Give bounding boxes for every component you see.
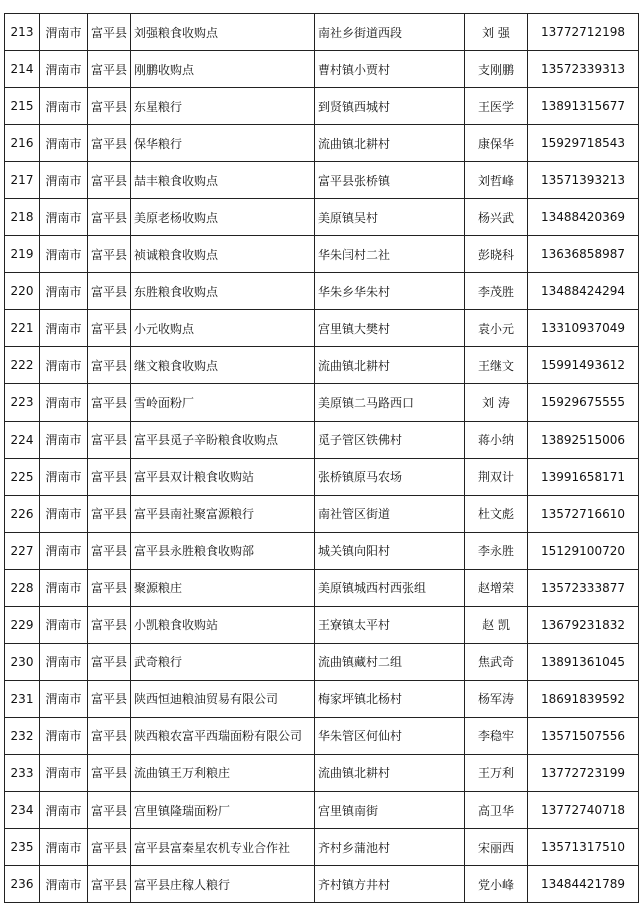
row-number: 220 — [5, 273, 40, 310]
city-cell: 渭南市 — [40, 532, 88, 569]
address-cell: 流曲镇北耕村 — [315, 125, 465, 162]
contact-person-cell: 康保华 — [465, 125, 528, 162]
contact-person-cell: 刘 强 — [465, 14, 528, 51]
table-row — [5, 532, 639, 569]
contact-person-cell: 蒋小纳 — [465, 421, 528, 458]
contact-person-cell: 王万利 — [465, 754, 528, 791]
purchase-point-name-cell: 小凯粮食收购站 — [131, 606, 315, 643]
purchase-point-name-cell: 富平县南社聚富源粮行 — [131, 495, 315, 532]
contact-person-cell: 荆双计 — [465, 458, 528, 495]
city-cell: 渭南市 — [40, 829, 88, 866]
row-number: 236 — [5, 866, 40, 903]
purchase-point-name-cell: 陕西恒迪粮油贸易有限公司 — [131, 680, 315, 717]
row-number: 226 — [5, 495, 40, 532]
phone-cell: 13488424294 — [528, 273, 639, 310]
phone-cell: 13991658171 — [528, 458, 639, 495]
table-row — [5, 125, 639, 162]
contact-person-cell: 袁小元 — [465, 310, 528, 347]
table-row — [5, 310, 639, 347]
county-cell: 富平县 — [88, 236, 131, 273]
phone-cell: 13572716610 — [528, 495, 639, 532]
county-cell: 富平县 — [88, 680, 131, 717]
phone-cell: 13488420369 — [528, 199, 639, 236]
county-cell: 富平县 — [88, 310, 131, 347]
purchase-point-name-cell: 富平县庄稼人粮行 — [131, 866, 315, 903]
table-row — [5, 236, 639, 273]
address-cell: 美原镇二马路西口 — [315, 384, 465, 421]
table-row — [5, 643, 639, 680]
purchase-point-name-cell: 雪岭面粉厂 — [131, 384, 315, 421]
phone-cell: 15929675555 — [528, 384, 639, 421]
city-cell: 渭南市 — [40, 310, 88, 347]
county-cell: 富平县 — [88, 273, 131, 310]
grain-purchase-points-table — [4, 13, 639, 903]
city-cell: 渭南市 — [40, 606, 88, 643]
contact-person-cell: 王医学 — [465, 88, 528, 125]
phone-cell: 13772712198 — [528, 14, 639, 51]
contact-person-cell: 杜文彪 — [465, 495, 528, 532]
row-number: 232 — [5, 717, 40, 754]
purchase-point-name-cell: 小元收购点 — [131, 310, 315, 347]
city-cell: 渭南市 — [40, 791, 88, 828]
county-cell: 富平县 — [88, 51, 131, 88]
city-cell: 渭南市 — [40, 199, 88, 236]
row-number: 222 — [5, 347, 40, 384]
table-row — [5, 717, 639, 754]
county-cell: 富平县 — [88, 88, 131, 125]
contact-person-cell: 李稳牢 — [465, 717, 528, 754]
phone-cell: 13679231832 — [528, 606, 639, 643]
purchase-point-name-cell: 美原老杨收购点 — [131, 199, 315, 236]
city-cell: 渭南市 — [40, 495, 88, 532]
phone-cell: 15129100720 — [528, 532, 639, 569]
contact-person-cell: 杨兴武 — [465, 199, 528, 236]
purchase-point-name-cell: 聚源粮庄 — [131, 569, 315, 606]
phone-cell: 13892515006 — [528, 421, 639, 458]
table-row — [5, 606, 639, 643]
address-cell: 华朱管区何仙村 — [315, 717, 465, 754]
table-row — [5, 199, 639, 236]
table-row — [5, 162, 639, 199]
table-row — [5, 680, 639, 717]
table-row — [5, 829, 639, 866]
address-cell: 张桥镇原马农场 — [315, 458, 465, 495]
county-cell: 富平县 — [88, 125, 131, 162]
address-cell: 华朱乡华朱村 — [315, 273, 465, 310]
table-row — [5, 754, 639, 791]
contact-person-cell: 赵 凯 — [465, 606, 528, 643]
address-cell: 曹村镇小贾村 — [315, 51, 465, 88]
address-cell: 齐村乡蒲池村 — [315, 829, 465, 866]
phone-cell: 18691839592 — [528, 680, 639, 717]
city-cell: 渭南市 — [40, 347, 88, 384]
purchase-point-name-cell: 保华粮行 — [131, 125, 315, 162]
address-cell: 南社乡街道西段 — [315, 14, 465, 51]
purchase-point-name-cell: 宫里镇隆瑞面粉厂 — [131, 791, 315, 828]
address-cell: 富平县张桥镇 — [315, 162, 465, 199]
phone-cell: 13772723199 — [528, 754, 639, 791]
phone-cell: 13772740718 — [528, 791, 639, 828]
city-cell: 渭南市 — [40, 384, 88, 421]
phone-cell: 13310937049 — [528, 310, 639, 347]
row-number: 213 — [5, 14, 40, 51]
city-cell: 渭南市 — [40, 14, 88, 51]
row-number: 216 — [5, 125, 40, 162]
phone-cell: 13636858987 — [528, 236, 639, 273]
contact-person-cell: 李永胜 — [465, 532, 528, 569]
table-row — [5, 569, 639, 606]
city-cell: 渭南市 — [40, 236, 88, 273]
row-number: 234 — [5, 791, 40, 828]
phone-cell: 15991493612 — [528, 347, 639, 384]
county-cell: 富平县 — [88, 347, 131, 384]
address-cell: 王寮镇太平村 — [315, 606, 465, 643]
address-cell: 城关镇向阳村 — [315, 532, 465, 569]
city-cell: 渭南市 — [40, 754, 88, 791]
table-row — [5, 347, 639, 384]
county-cell: 富平县 — [88, 569, 131, 606]
phone-cell: 13891361045 — [528, 643, 639, 680]
row-number: 235 — [5, 829, 40, 866]
city-cell: 渭南市 — [40, 458, 88, 495]
row-number: 221 — [5, 310, 40, 347]
city-cell: 渭南市 — [40, 866, 88, 903]
table-row — [5, 495, 639, 532]
table-row — [5, 384, 639, 421]
row-number: 214 — [5, 51, 40, 88]
row-number: 215 — [5, 88, 40, 125]
county-cell: 富平县 — [88, 384, 131, 421]
row-number: 230 — [5, 643, 40, 680]
city-cell: 渭南市 — [40, 162, 88, 199]
purchase-point-name-cell: 刚鹏收购点 — [131, 51, 315, 88]
row-number: 219 — [5, 236, 40, 273]
phone-cell: 13891315677 — [528, 88, 639, 125]
address-cell: 梅家坪镇北杨村 — [315, 680, 465, 717]
table-row — [5, 273, 639, 310]
phone-cell: 13571507556 — [528, 717, 639, 754]
contact-person-cell: 赵增荣 — [465, 569, 528, 606]
row-number: 225 — [5, 458, 40, 495]
address-cell: 到贤镇西城村 — [315, 88, 465, 125]
contact-person-cell: 彭晓科 — [465, 236, 528, 273]
purchase-point-name-cell: 陕西粮农富平西瑞面粉有限公司 — [131, 717, 315, 754]
county-cell: 富平县 — [88, 458, 131, 495]
row-number: 228 — [5, 569, 40, 606]
city-cell: 渭南市 — [40, 125, 88, 162]
address-cell: 美原镇吴村 — [315, 199, 465, 236]
county-cell: 富平县 — [88, 532, 131, 569]
row-number: 223 — [5, 384, 40, 421]
row-number: 217 — [5, 162, 40, 199]
contact-person-cell: 刘哲峰 — [465, 162, 528, 199]
contact-person-cell: 李茂胜 — [465, 273, 528, 310]
row-number: 231 — [5, 680, 40, 717]
county-cell: 富平县 — [88, 829, 131, 866]
table-row — [5, 14, 639, 51]
table-row — [5, 421, 639, 458]
purchase-point-name-cell: 东胜粮食收购点 — [131, 273, 315, 310]
city-cell: 渭南市 — [40, 717, 88, 754]
city-cell: 渭南市 — [40, 421, 88, 458]
address-cell: 流曲镇藏村二组 — [315, 643, 465, 680]
purchase-point-name-cell: 富平县富秦星农机专业合作社 — [131, 829, 315, 866]
city-cell: 渭南市 — [40, 273, 88, 310]
contact-person-cell: 杨军涛 — [465, 680, 528, 717]
row-number: 229 — [5, 606, 40, 643]
city-cell: 渭南市 — [40, 569, 88, 606]
phone-cell: 13571317510 — [528, 829, 639, 866]
phone-cell: 13572333877 — [528, 569, 639, 606]
address-cell: 华朱闫村二社 — [315, 236, 465, 273]
county-cell: 富平县 — [88, 495, 131, 532]
purchase-point-name-cell: 东星粮行 — [131, 88, 315, 125]
county-cell: 富平县 — [88, 754, 131, 791]
address-cell: 觅子管区铁佛村 — [315, 421, 465, 458]
contact-person-cell: 党小峰 — [465, 866, 528, 903]
purchase-point-name-cell: 喆丰粮食收购点 — [131, 162, 315, 199]
county-cell: 富平县 — [88, 421, 131, 458]
county-cell: 富平县 — [88, 199, 131, 236]
city-cell: 渭南市 — [40, 51, 88, 88]
row-number: 233 — [5, 754, 40, 791]
phone-cell: 13571393213 — [528, 162, 639, 199]
county-cell: 富平县 — [88, 162, 131, 199]
table-row — [5, 791, 639, 828]
contact-person-cell: 支刚鹏 — [465, 51, 528, 88]
purchase-point-name-cell: 富平县双计粮食收购站 — [131, 458, 315, 495]
contact-person-cell: 宋丽西 — [465, 829, 528, 866]
table-row — [5, 866, 639, 903]
county-cell: 富平县 — [88, 866, 131, 903]
address-cell: 齐村镇方井村 — [315, 866, 465, 903]
table-body — [5, 14, 639, 903]
row-number: 218 — [5, 199, 40, 236]
table-row — [5, 458, 639, 495]
address-cell: 宫里镇南街 — [315, 791, 465, 828]
contact-person-cell: 王继文 — [465, 347, 528, 384]
county-cell: 富平县 — [88, 791, 131, 828]
purchase-point-name-cell: 流曲镇王万利粮庄 — [131, 754, 315, 791]
city-cell: 渭南市 — [40, 88, 88, 125]
purchase-point-name-cell: 富平县觅子辛盼粮食收购点 — [131, 421, 315, 458]
purchase-point-name-cell: 继文粮食收购点 — [131, 347, 315, 384]
contact-person-cell: 刘 涛 — [465, 384, 528, 421]
city-cell: 渭南市 — [40, 680, 88, 717]
contact-person-cell: 高卫华 — [465, 791, 528, 828]
phone-cell: 15929718543 — [528, 125, 639, 162]
purchase-point-name-cell: 富平县永胜粮食收购部 — [131, 532, 315, 569]
purchase-point-name-cell: 刘强粮食收购点 — [131, 14, 315, 51]
purchase-point-name-cell: 祯诚粮食收购点 — [131, 236, 315, 273]
address-cell: 南社管区街道 — [315, 495, 465, 532]
row-number: 224 — [5, 421, 40, 458]
address-cell: 美原镇城西村西张组 — [315, 569, 465, 606]
county-cell: 富平县 — [88, 643, 131, 680]
county-cell: 富平县 — [88, 606, 131, 643]
phone-cell: 13572339313 — [528, 51, 639, 88]
county-cell: 富平县 — [88, 14, 131, 51]
phone-cell: 13484421789 — [528, 866, 639, 903]
address-cell: 流曲镇北耕村 — [315, 754, 465, 791]
county-cell: 富平县 — [88, 717, 131, 754]
row-number: 227 — [5, 532, 40, 569]
purchase-point-name-cell: 武奇粮行 — [131, 643, 315, 680]
address-cell: 流曲镇北耕村 — [315, 347, 465, 384]
address-cell: 宫里镇大樊村 — [315, 310, 465, 347]
table-row — [5, 88, 639, 125]
city-cell: 渭南市 — [40, 643, 88, 680]
table-row — [5, 51, 639, 88]
contact-person-cell: 焦武奇 — [465, 643, 528, 680]
